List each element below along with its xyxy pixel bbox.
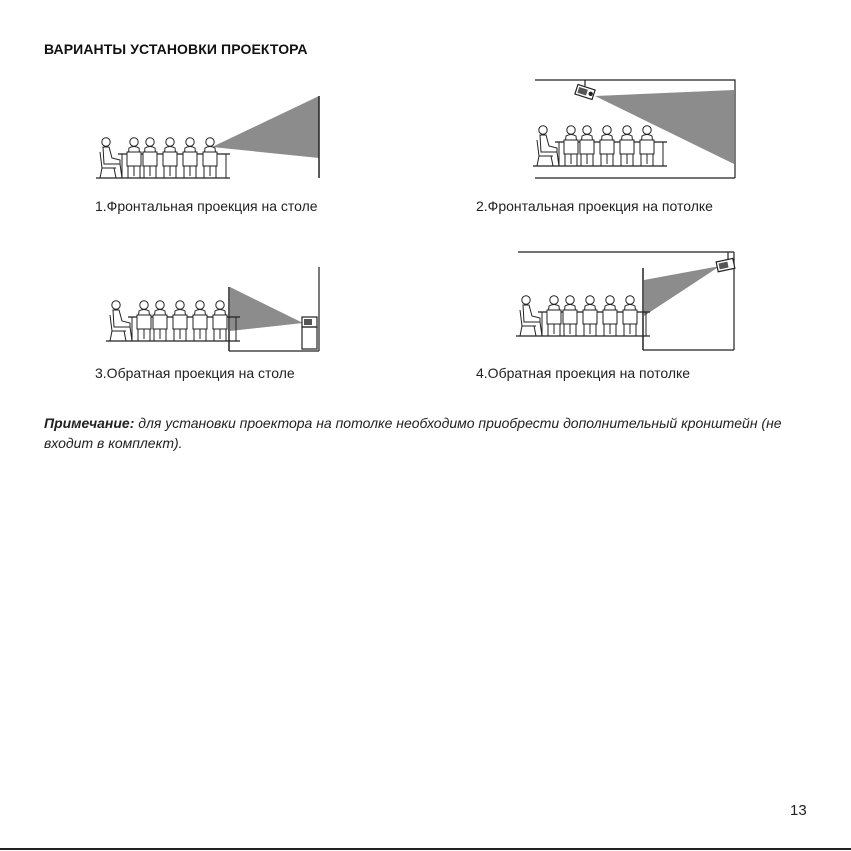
- bottom-rule: [0, 848, 851, 850]
- projection-beam: [644, 266, 720, 316]
- rear-table-illustration: [95, 265, 325, 355]
- caption-2: 2.Фронтальная проекция на потолке: [476, 198, 713, 214]
- figure-front-table: [90, 90, 330, 190]
- projector-icon: [716, 258, 735, 271]
- rear-ceiling-illustration: [510, 250, 740, 354]
- front-table-illustration: [90, 90, 330, 190]
- projection-beam: [595, 90, 734, 164]
- caption-4: 4.Обратная проекция на потолке: [476, 365, 691, 381]
- audience-group: [96, 138, 230, 178]
- figure-rear-ceiling: [510, 250, 740, 354]
- projection-beam: [212, 96, 319, 158]
- figure-rear-table: [95, 265, 325, 355]
- projection-beam: [230, 287, 303, 331]
- audience-group: [106, 301, 240, 341]
- page-title: ВАРИАНТЫ УСТАНОВКИ ПРОЕКТОРА: [44, 41, 308, 57]
- note-label: Примечание:: [44, 415, 135, 431]
- projector-icon: [575, 84, 595, 99]
- front-ceiling-illustration: [525, 78, 740, 182]
- caption-3: 3.Обратная проекция на столе: [95, 365, 295, 381]
- projector-icon: [302, 317, 317, 327]
- audience-group: [533, 126, 667, 166]
- caption-1: 1.Фронтальная проекция на столе: [95, 198, 318, 214]
- note-text: для установки проектора на потолке необходимо приобрести дополнительный кронштейн (не входит в комплект).: [44, 415, 782, 451]
- page-number: 13: [790, 802, 807, 819]
- audience-group: [516, 296, 650, 336]
- figure-front-ceiling: [525, 78, 740, 182]
- installation-note: [44, 413, 784, 453]
- projector-table: [302, 327, 317, 349]
